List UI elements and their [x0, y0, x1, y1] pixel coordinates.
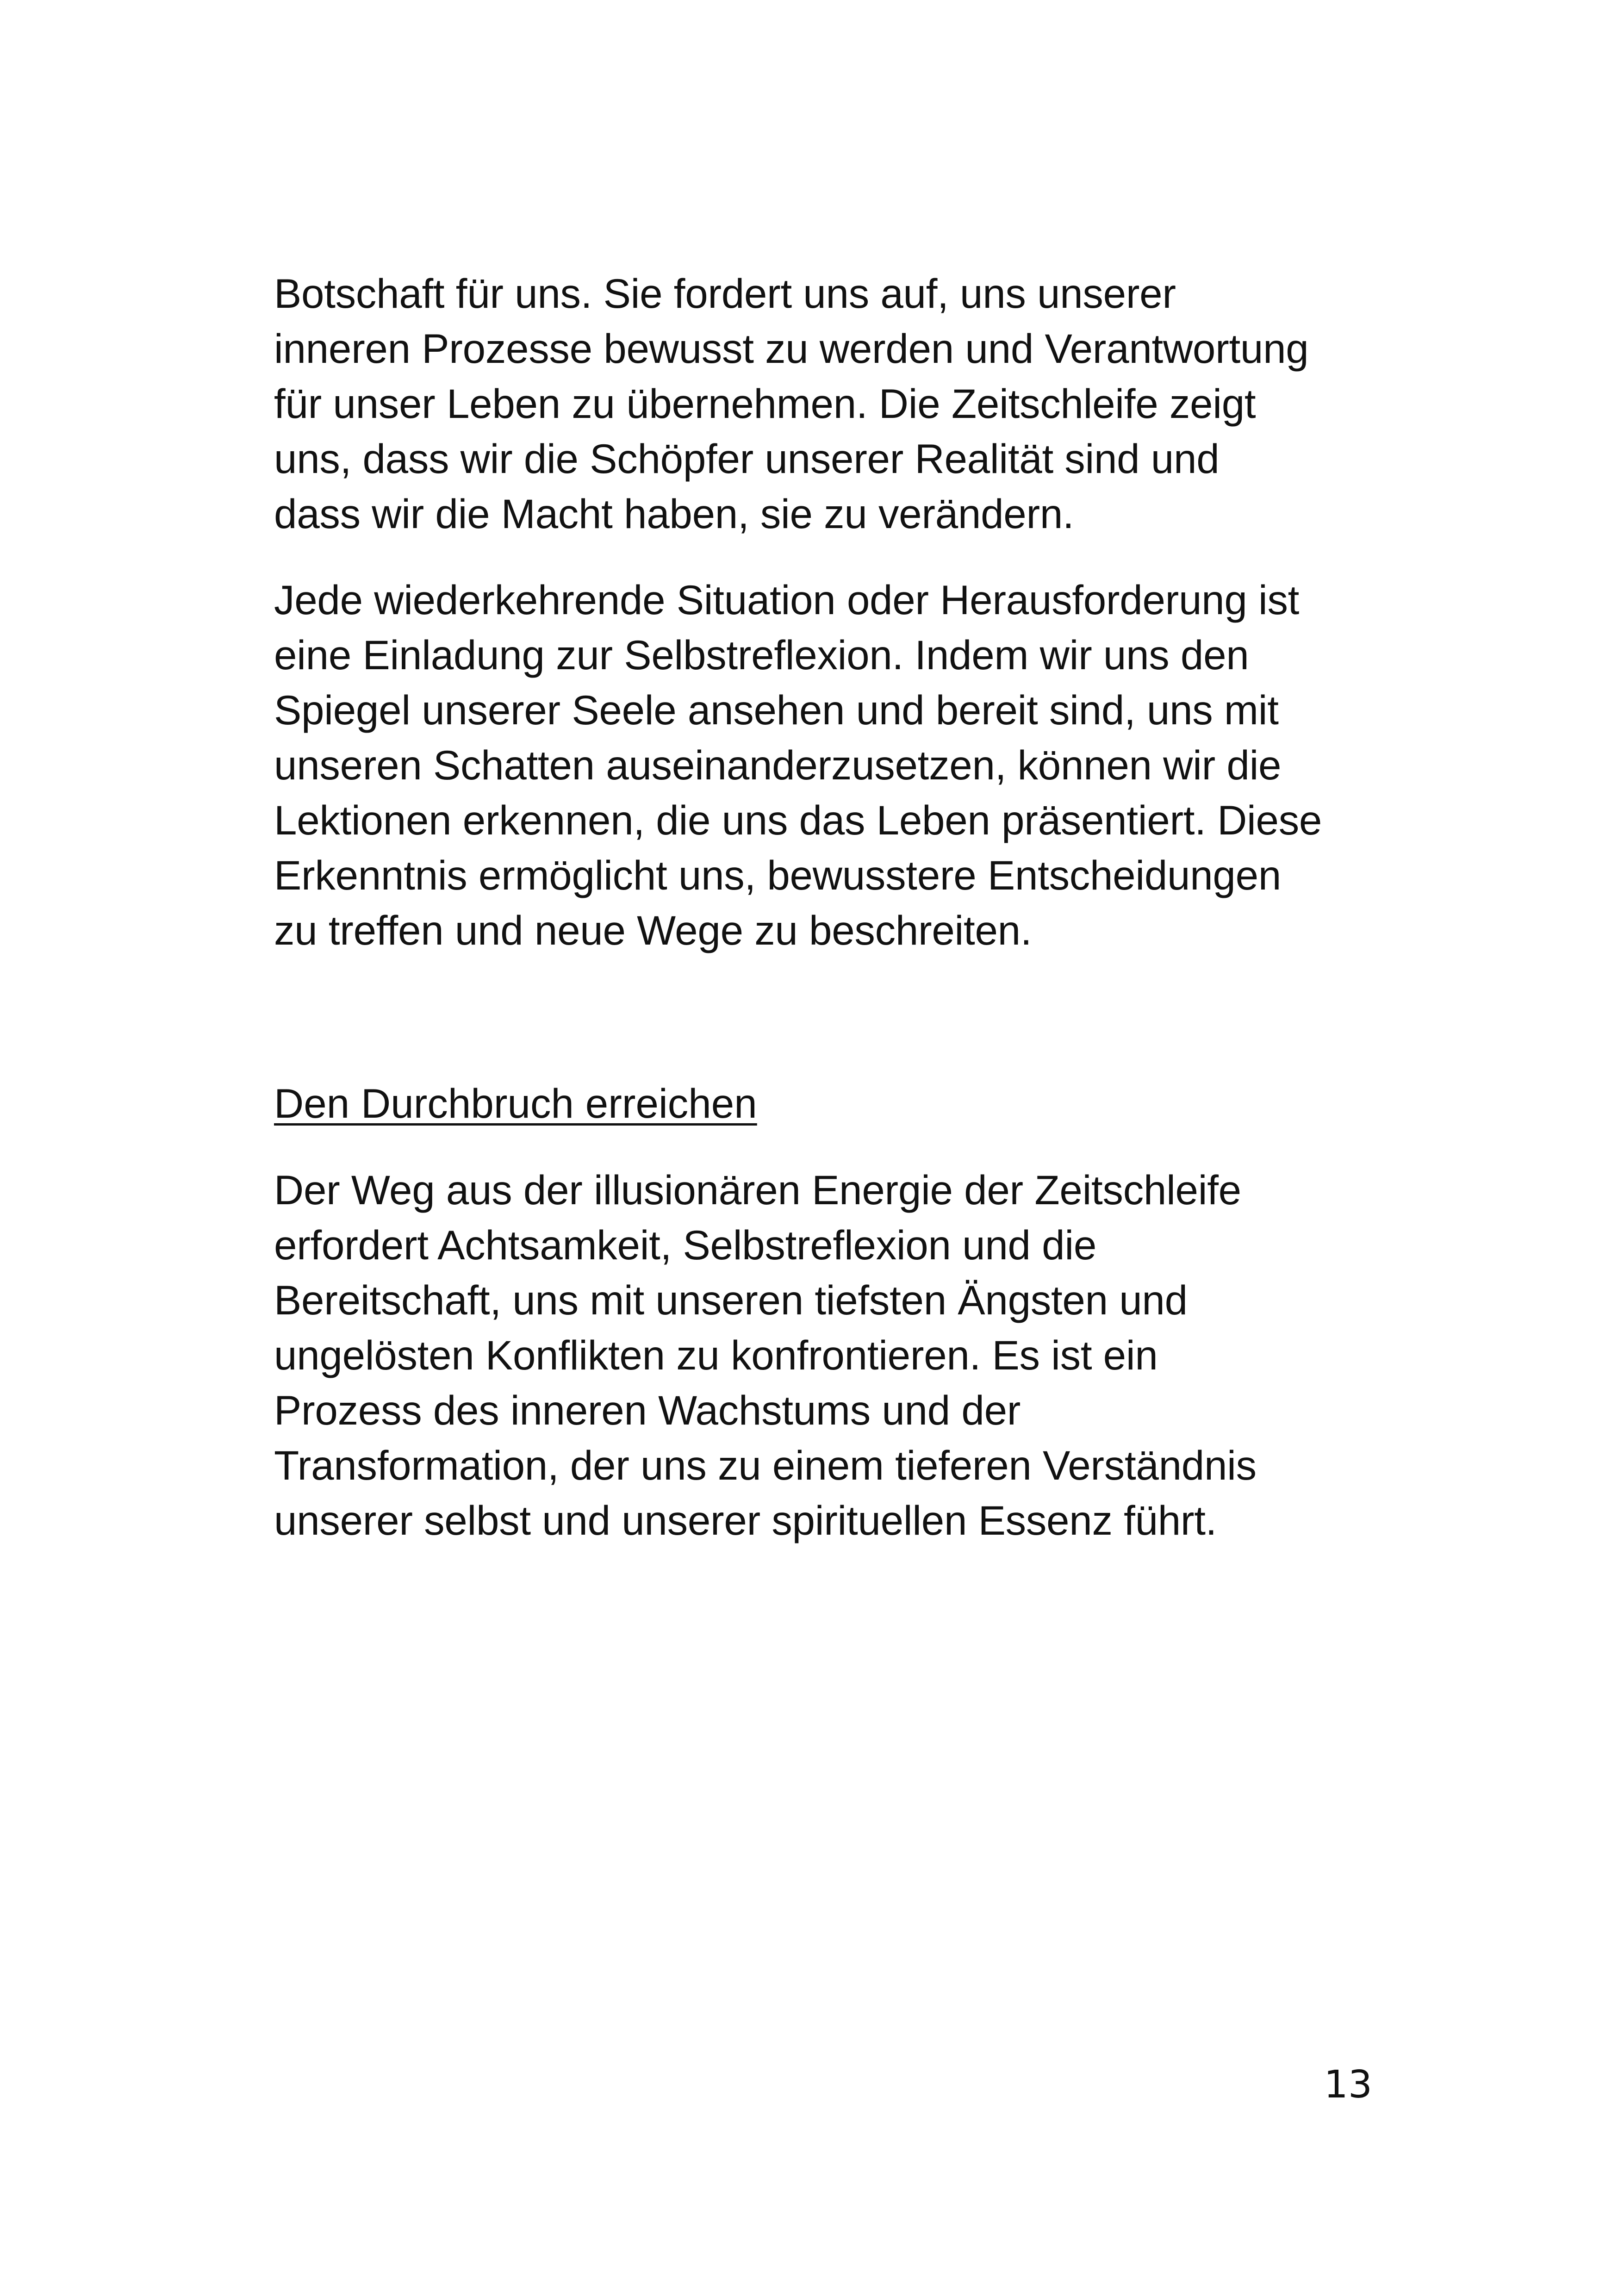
- text-line: Jede wiederkehrende Situation oder Herausforderung ist: [274, 577, 1300, 623]
- text-line: ungelösten Konflikten zu konfrontieren. Es ist ein: [274, 1332, 1158, 1378]
- text-line: Der Weg aus der illusionären Energie der Zeitschleife: [274, 1167, 1241, 1213]
- paragraph-breakthrough: [274, 1163, 1371, 1548]
- text-line: Transformation, der uns zu einem tieferen Verständnis: [274, 1442, 1257, 1488]
- text-line: Lektionen erkennen, die uns das Leben präsentiert. Diese: [274, 797, 1322, 843]
- text-line: Botschaft für uns. Sie fordert uns auf, uns unserer: [274, 270, 1176, 317]
- text-line: Bereitschaft, uns mit unseren tiefsten Ängsten und: [274, 1277, 1188, 1323]
- paragraph-self-reflection: [274, 572, 1371, 958]
- text-line: eine Einladung zur Selbstreflexion. Indem wir uns den: [274, 632, 1249, 678]
- section-heading: Den Durchbruch erreichen: [274, 1080, 757, 1126]
- text-line: unserer selbst und unserer spirituellen Essenz führt.: [274, 1497, 1217, 1543]
- text-line: Spiegel unserer Seele ansehen und bereit sind, uns mit: [274, 687, 1279, 733]
- text-line: erfordert Achtsamkeit, Selbstreflexion und die: [274, 1222, 1097, 1268]
- text-line: Prozess des inneren Wachstums und der: [274, 1387, 1021, 1433]
- page-number: 13: [1324, 2063, 1372, 2107]
- text-line: uns, dass wir die Schöpfer unserer Realität sind und: [274, 436, 1220, 482]
- text-line: inneren Prozesse bewusst zu werden und Verantwortung: [274, 325, 1309, 372]
- text-line: unseren Schatten auseinanderzusetzen, können wir die: [274, 742, 1282, 788]
- text-line: für unser Leben zu übernehmen. Die Zeitschleife zeigt: [274, 380, 1256, 427]
- text-line: dass wir die Macht haben, sie zu verändern.: [274, 491, 1074, 537]
- text-line: zu treffen und neue Wege zu beschreiten.: [274, 907, 1032, 953]
- paragraph-intro: [274, 266, 1371, 541]
- page-content: [274, 266, 1371, 1548]
- text-line: Erkenntnis ermöglicht uns, bewusstere Entscheidungen: [274, 852, 1282, 898]
